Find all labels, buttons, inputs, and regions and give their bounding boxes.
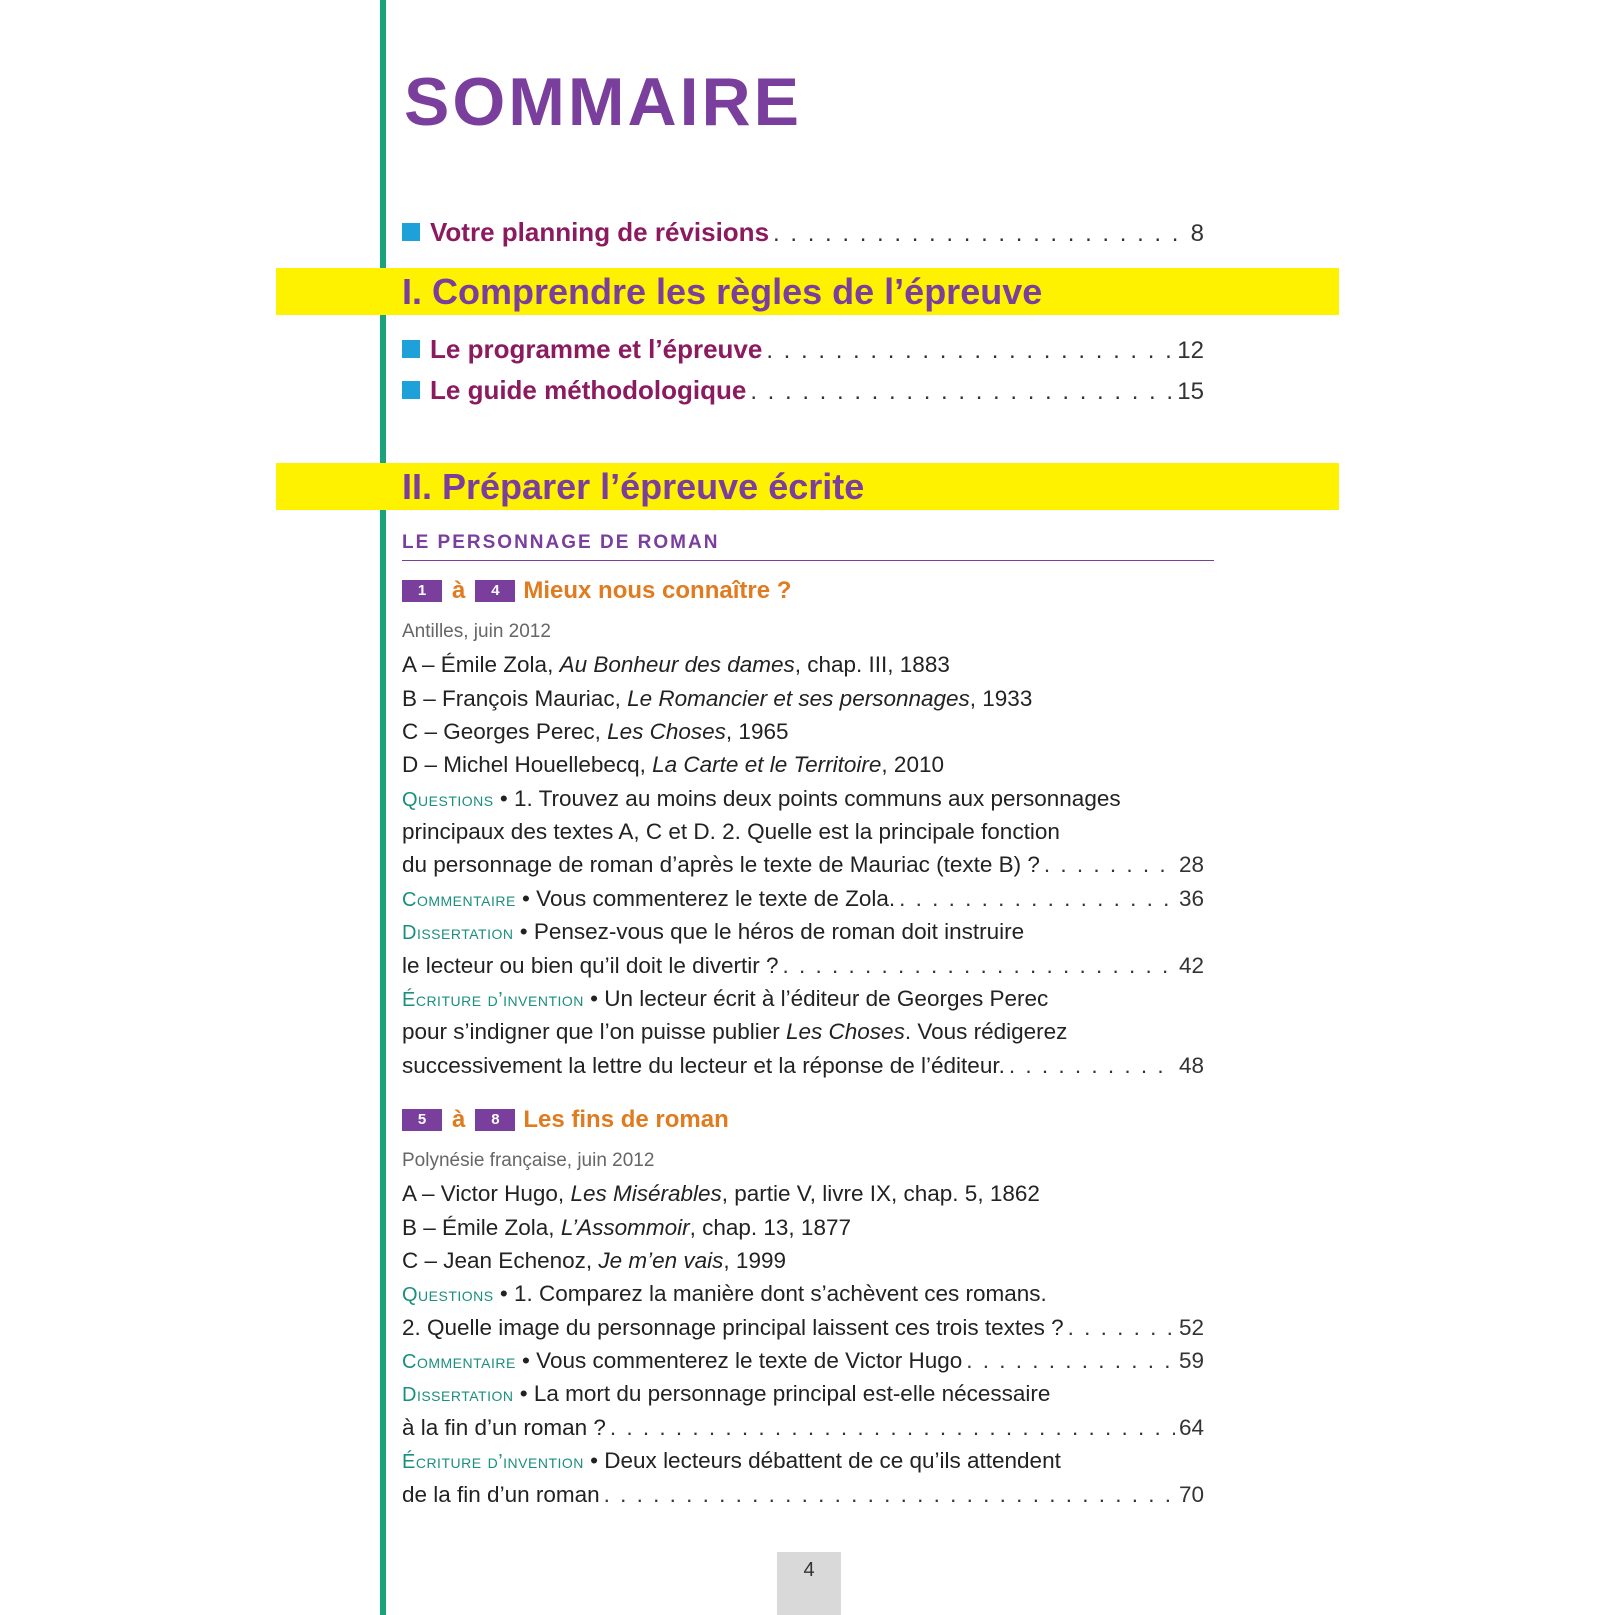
questions-line: Questions • 1. Comparez la manière dont s’achèvent ces romans. (402, 1281, 1047, 1306)
toc-page-number: 64 (1178, 1415, 1204, 1440)
exam-source: Polynésie française, juin 2012 (402, 1150, 655, 1171)
toc-page-number: 28 (1178, 852, 1204, 877)
toc-page-number: 52 (1178, 1315, 1204, 1340)
toc-entry-invention-1[interactable] (402, 1049, 1204, 1082)
range-word: à (452, 577, 466, 604)
exercise-lead: Dissertation (402, 1384, 514, 1406)
toc-page-number: 42 (1178, 953, 1204, 978)
toc-entry-label: Commentaire • Vous commenterez le texte de Victor Hugo (402, 1348, 963, 1373)
toc-page-number: 8 (1190, 220, 1204, 247)
invention-line: Écriture d’invention • Un lecteur écrit à l’éditeur de Georges Perec (402, 986, 1049, 1011)
subject-title: Les fins de roman (523, 1106, 729, 1133)
exam-source: Antilles, juin 2012 (402, 621, 551, 642)
dot-leader (1044, 848, 1175, 881)
toc-entry-planning[interactable] (402, 216, 1204, 250)
toc-entry-label: du personnage de roman d’après le texte de Mauriac (texte B) ? (402, 852, 1040, 877)
toc-entry-label: Le programme et l’épreuve (430, 334, 763, 364)
toc-page-number: 12 (1177, 337, 1204, 364)
toc-entry-dissertation-1[interactable] (402, 949, 1204, 982)
part-2-heading: II. Préparer l’épreuve écrite (402, 466, 865, 507)
dot-leader (782, 949, 1175, 982)
toc-entry-label: 2. Quelle image du personnage principal laissent ces trois textes ? (402, 1315, 1064, 1340)
exercise-lead: Commentaire (402, 1351, 516, 1373)
invention-line: pour s’indigner que l’on puisse publier Les Choses. Vous rédigerez (402, 1019, 1068, 1044)
dot-leader (604, 1478, 1175, 1511)
toc-entry-label: Votre planning de révisions (430, 217, 770, 247)
questions-line: principaux des textes A, C et D. 2. Quelle est la principale fonction (402, 819, 1060, 844)
section-label: LE PERSONNAGE DE ROMAN (402, 532, 720, 553)
dot-leader (1009, 1049, 1175, 1082)
subject-1-heading[interactable] (402, 577, 791, 605)
exercise-lead: Questions (402, 789, 494, 811)
subject-number-badge: 5 (402, 1109, 442, 1131)
corpus-text: C – Jean Echenoz, Je m’en vais, 1999 (402, 1248, 786, 1273)
dot-leader (773, 217, 1187, 250)
toc-entry-dissertation-2[interactable] (402, 1411, 1204, 1444)
part-1-band (276, 268, 1339, 315)
exercise-lead: Écriture d’invention (402, 1451, 584, 1473)
toc-entry-commentaire-1[interactable] (402, 882, 1204, 917)
toc-entry-label: successivement la lettre du lecteur et la réponse de l’éditeur. (402, 1053, 1005, 1078)
dissertation-line: Dissertation • La mort du personnage principal est-elle nécessaire (402, 1381, 1051, 1406)
corpus-text: D – Michel Houellebecq, La Carte et le Territoire, 2010 (402, 752, 944, 777)
margin-rule (380, 0, 386, 1615)
part-2-band (276, 463, 1339, 510)
toc-entry-label: Commentaire • Vous commenterez le texte de Zola. (402, 886, 896, 911)
toc-entry-questions-1[interactable] (402, 848, 1204, 881)
toc-entry-guide[interactable] (402, 374, 1204, 408)
toc-entry-label: à la fin d’un roman ? (402, 1415, 606, 1440)
exercise-lead: Questions (402, 1284, 494, 1306)
square-bullet-icon (402, 381, 420, 399)
page-title: SOMMAIRE (404, 64, 802, 140)
subject-title: Mieux nous connaître ? (523, 577, 792, 604)
toc-entry-invention-2[interactable] (402, 1478, 1204, 1511)
toc-entry-label: Le guide méthodologique (430, 375, 747, 405)
part-1-heading: I. Comprendre les règles de l’épreuve (402, 271, 1043, 312)
toc-page-number: 59 (1178, 1348, 1204, 1373)
toc-page-number: 70 (1178, 1482, 1204, 1507)
square-bullet-icon (402, 223, 420, 241)
dot-leader (750, 375, 1173, 408)
corpus-text: A – Émile Zola, Au Bonheur des dames, chap. III, 1883 (402, 652, 950, 677)
corpus-text: A – Victor Hugo, Les Misérables, partie V, livre IX, chap. 5, 1862 (402, 1181, 1040, 1206)
corpus-text: B – François Mauriac, Le Romancier et ses personnages, 1933 (402, 686, 1033, 711)
dot-leader (966, 1344, 1175, 1377)
corpus-text: C – Georges Perec, Les Choses, 1965 (402, 719, 789, 744)
dot-leader (610, 1411, 1175, 1444)
toc-entry-label: le lecteur ou bien qu’il doit le divertir ? (402, 953, 779, 978)
toc-entry-programme[interactable] (402, 333, 1204, 367)
subject-number-badge: 1 (402, 580, 442, 602)
invention-line: Écriture d’invention • Deux lecteurs débattent de ce qu’ils attendent (402, 1448, 1061, 1473)
toc-page-number: 36 (1178, 886, 1204, 911)
page-number: 4 (777, 1552, 841, 1615)
toc-page-number: 48 (1178, 1053, 1204, 1078)
dot-leader (1068, 1311, 1175, 1344)
exercise-lead: Commentaire (402, 889, 516, 911)
toc-page-number: 15 (1177, 378, 1204, 405)
exercise-lead: Écriture d’invention (402, 989, 584, 1011)
toc-entry-label: de la fin d’un roman (402, 1482, 600, 1507)
dot-leader (899, 882, 1175, 915)
toc-entry-questions-2[interactable] (402, 1311, 1204, 1344)
toc-entry-commentaire-2[interactable] (402, 1344, 1204, 1379)
subject-2-heading[interactable] (402, 1106, 729, 1134)
subject-number-badge: 4 (475, 580, 515, 602)
questions-line: Questions • 1. Trouvez au moins deux points communs aux personnages (402, 786, 1121, 811)
corpus-text: B – Émile Zola, L’Assommoir, chap. 13, 1877 (402, 1215, 851, 1240)
section-divider (402, 560, 1214, 561)
exercise-lead: Dissertation (402, 922, 514, 944)
dot-leader (766, 334, 1173, 367)
square-bullet-icon (402, 340, 420, 358)
subject-number-badge: 8 (475, 1109, 515, 1131)
dissertation-line: Dissertation • Pensez-vous que le héros de roman doit instruire (402, 919, 1025, 944)
range-word: à (452, 1106, 466, 1133)
